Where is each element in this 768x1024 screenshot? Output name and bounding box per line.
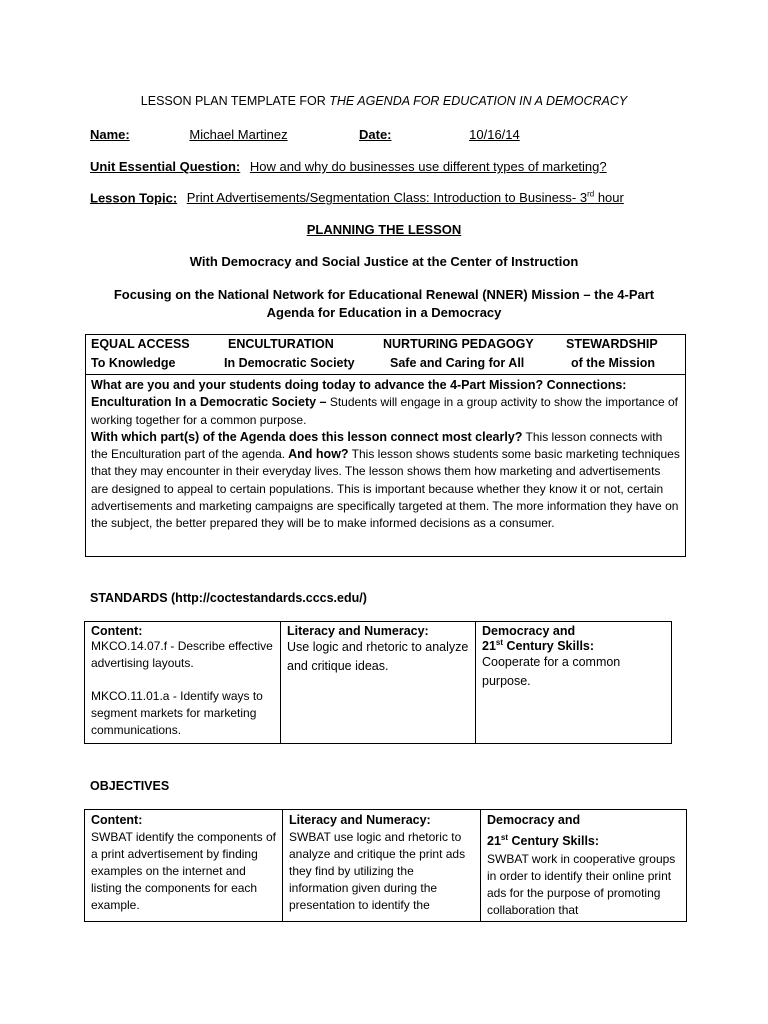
- mission-col-4-top: STEWARDSHIP: [566, 337, 658, 351]
- objectives-democracy-text: SWBAT work in cooperative groups in order to identify their online print ads for the purpose of promoting collaboration that: [487, 851, 676, 917]
- essential-question-label: Unit Essential Question:: [90, 159, 241, 174]
- date-label: Date:: [359, 127, 392, 142]
- mission-col-3-bottom: Safe and Caring for All: [390, 356, 525, 370]
- focus-line-1: Focusing on the National Network for Educational Renewal (NNER) Mission – the 4-Part: [113, 287, 655, 302]
- mission-col-4-bottom: of the Mission: [571, 356, 656, 370]
- mission-col-1-top: EQUAL ACCESS: [91, 337, 190, 351]
- mission-answer-1: Students will engage in a group activity to show the importance of working together for a common purpose.: [91, 395, 679, 427]
- date-value: 10/16/14: [469, 127, 520, 142]
- lesson-topic-value: Print Advertisements/Segmentation Class: Introduction to Business- 3rd hour: [186, 190, 624, 206]
- lesson-topic-line: [90, 190, 624, 205]
- objectives-literacy-head: Literacy and Numeracy:: [289, 813, 431, 827]
- standards-table: [84, 621, 672, 744]
- objectives-heading: OBJECTIVES: [90, 779, 170, 793]
- mission-question-2: With which part(s) of the Agenda does this lesson connect most clearly?: [91, 429, 523, 444]
- standards-content-b: MKCO.11.01.a - Identify ways to segment markets for marketing communications.: [91, 689, 263, 737]
- standards-literacy-text: Use logic and rhetoric to analyze and critique ideas.: [287, 640, 469, 673]
- name-date-line: [90, 127, 589, 142]
- standards-content-cell: [85, 622, 281, 744]
- planning-heading: PLANNING THE LESSON: [306, 222, 462, 237]
- name-label: Name:: [90, 127, 130, 142]
- objectives-skills-head: 21st Century Skills:: [487, 833, 600, 849]
- essential-question-line: [90, 159, 607, 174]
- objectives-literacy-text: SWBAT use logic and rhetoric to analyze and critique the print ads they find by utilizing the information given during the presentation to identify the: [289, 830, 466, 913]
- objectives-content-head: Content:: [91, 813, 143, 827]
- essential-question-value: How and why do businesses use different types of marketing?: [249, 159, 607, 174]
- lesson-topic-label: Lesson Topic:: [90, 190, 178, 206]
- mission-col-2-bottom: In Democratic Society: [224, 356, 355, 370]
- standards-democracy-head: Democracy and: [482, 624, 576, 638]
- objectives-literacy-cell: [283, 810, 481, 922]
- standards-literacy-head: Literacy and Numeracy:: [287, 624, 429, 638]
- objectives-table: [84, 809, 687, 922]
- mission-col-1-bottom: To Knowledge: [91, 356, 176, 370]
- standards-skills-head: 21st Century Skills:: [482, 638, 595, 654]
- standards-democracy-cell: [476, 622, 672, 744]
- objectives-democracy-head: Democracy and: [487, 813, 581, 827]
- standards-literacy-cell: [281, 622, 476, 744]
- objectives-content-cell: [85, 810, 283, 922]
- standards-content-a: MKCO.14.07.f - Describe effective advertising layouts.: [91, 639, 273, 670]
- objectives-literacy-clip: [289, 829, 474, 914]
- document-title: LESSON PLAN TEMPLATE FOR THE AGENDA FOR EDUCATION IN A DEMOCRACY: [140, 94, 628, 108]
- mission-col-3-top: NURTURING PEDAGOGY: [383, 337, 534, 351]
- mission-connections: [85, 374, 686, 557]
- mission-question-3: And how?: [285, 447, 349, 462]
- name-value: Michael Martinez: [189, 127, 288, 142]
- objectives-democracy-clip: [487, 851, 680, 919]
- planning-subheading: With Democracy and Social Justice at the Center of Instruction: [189, 254, 579, 269]
- objectives-democracy-cell: [481, 810, 687, 922]
- mission-question-1-sub: Enculturation In a Democratic Society –: [91, 395, 327, 410]
- mission-header: [85, 334, 686, 374]
- mission-question-1: What are you and your students doing today to advance the 4-Part Mission? Connections:: [91, 378, 627, 392]
- mission-answer-2: This lesson connects with the Enculturation part of the agenda.: [91, 429, 663, 462]
- objectives-content-text: SWBAT identify the components of a print advertisement by finding examples on the internet and listing the components for each example.: [91, 830, 276, 913]
- mission-answer-3: This lesson shows students some basic marketing techniques that they may encounter in their everyday lives. The lesson shows them how marketing and advertisements are designed to appeal to certain populations. This is important because whether they know it or not, certain advertisements and marketing campaigns are specifically targeted at them. The more information they have on the subject, the better prepared they will be to make informed decisions as a consumer.: [91, 447, 680, 531]
- standards-heading: STANDARDS (http://coctestandards.cccs.edu/): [90, 591, 367, 605]
- focus-line-2: Agenda for Education in a Democracy: [266, 305, 502, 320]
- standards-democracy-text: Cooperate for a common purpose.: [482, 655, 621, 689]
- standards-content-head: Content:: [91, 624, 143, 638]
- mission-col-2-top: ENCULTURATION: [228, 337, 334, 351]
